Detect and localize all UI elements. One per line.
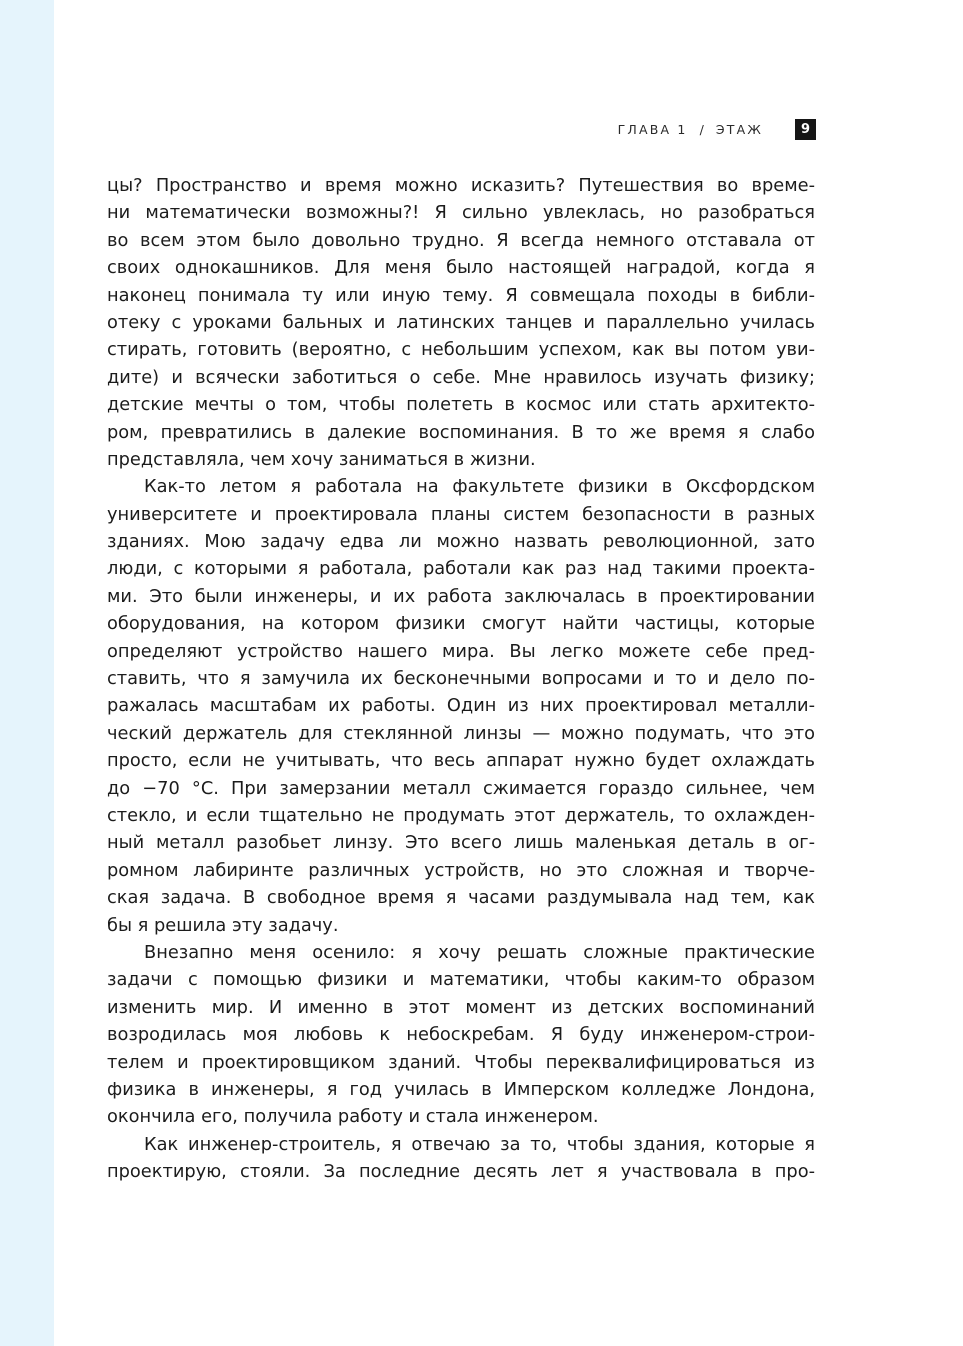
text-line: дите) и всячески заботиться о себе. Мне нравилось изучать физику; bbox=[107, 366, 815, 388]
text-line: ный металл разобьет линзу. Это всего лишь маленькая деталь в ог- bbox=[107, 832, 815, 854]
text-line: Как-то летом я работала на факультете физики в Оксфордском bbox=[144, 476, 815, 498]
page-number: 9 bbox=[795, 119, 816, 140]
text-line: ни математически возможны?! Я сильно увлеклась, но разобраться bbox=[107, 202, 815, 224]
text-line: окончила его, получила работу и стала инженером. bbox=[107, 1106, 599, 1128]
text-line: стирать, готовить (вероятно, с небольшим успехом, как вы потом уви- bbox=[107, 339, 815, 361]
text-line: наконец понимала ту или иную тему. Я совмещала походы в библи- bbox=[107, 284, 815, 306]
section-label: ЭТАЖ bbox=[715, 121, 763, 137]
running-header bbox=[540, 119, 816, 139]
text-line: Как инженер-строитель, я отвечаю за то, чтобы здания, которые я bbox=[144, 1133, 815, 1155]
chapter-label: ГЛАВА 1 bbox=[617, 121, 688, 137]
text-line: физика в инженеры, я год училась в Имперском колледже Лондона, bbox=[107, 1078, 815, 1100]
paragraph bbox=[107, 939, 815, 1131]
text-line: ром, превратились в далекие воспоминания. В то же время я слабо bbox=[107, 421, 815, 443]
text-line: зданиях. Мою задачу едва ли можно назвать революционной, зато bbox=[107, 531, 815, 553]
text-line: просто, если не учитывать, что весь аппарат нужно будет охлаждать bbox=[107, 750, 815, 772]
page-side-strip bbox=[0, 0, 54, 1346]
text-line: телем и проектировщиком зданий. Чтобы переквалифицироваться из bbox=[107, 1051, 815, 1073]
text-line: ромном лабиринте различных устройств, но это сложная и творче- bbox=[107, 859, 815, 881]
text-line: проектирую, стояли. За последние десять лет я участвовала в про- bbox=[107, 1161, 815, 1183]
text-line: стекло, и если тщательно не продумать этот держатель, то охлажден- bbox=[107, 804, 815, 826]
text-line: возродилась моя любовь к небоскребам. Я буду инженером-строи- bbox=[107, 1024, 815, 1046]
text-line: люди, с которыми я работала, работали как раз над такими проекта- bbox=[107, 558, 815, 580]
text-line: во всем этом было довольно трудно. Я всегда немного отставала от bbox=[107, 229, 815, 251]
text-line: представляла, чем хочу заниматься в жизни. bbox=[107, 448, 536, 470]
text-line: цы? Пространство и время можно исказить? Путешествия во време- bbox=[107, 175, 815, 196]
text-line: университете и проектировала планы систем безопасности в разных bbox=[107, 503, 815, 525]
text-line: ставить, что я замучила их бесконечными вопросами и то и дело по- bbox=[107, 668, 815, 690]
text-line: изменить мир. И именно в этот момент из детских воспоминаний bbox=[107, 996, 815, 1018]
text-line: ческий держатель для стеклянной линзы — можно подумать, что это bbox=[107, 722, 815, 744]
text-line: до −70 °С. При замерзании металл сжимается гораздо сильнее, чем bbox=[107, 777, 815, 799]
text-line: определяют устройство нашего мира. Вы легко можете себе пред- bbox=[107, 640, 815, 662]
text-line: бы я решила эту задачу. bbox=[107, 914, 339, 936]
text-line: отеку с уроками бальных и латинских танцев и параллельно училась bbox=[107, 311, 815, 333]
text-line: детские мечты о том, чтобы полететь в космос или стать архитекто- bbox=[107, 394, 815, 416]
text-line: ми. Это были инженеры, и их работа заключалась в проектировании bbox=[107, 585, 815, 607]
text-line: ражалась масштабам их работы. Один из них проектировал металли- bbox=[107, 695, 815, 717]
text-line: ская задача. В свободное время я часами раздумывала над тем, как bbox=[107, 887, 815, 909]
paragraph bbox=[107, 473, 815, 939]
header-separator: / bbox=[699, 121, 704, 137]
body-text bbox=[107, 172, 815, 1185]
text-line: Внезапно меня осенило: я хочу решать сложные практические bbox=[144, 941, 815, 963]
paragraph bbox=[107, 1131, 815, 1186]
text-line: своих однокашников. Для меня было настоящей наградой, когда я bbox=[107, 257, 815, 279]
paragraph bbox=[107, 172, 815, 473]
text-line: оборудования, на котором физики смогут найти частицы, которые bbox=[107, 613, 815, 635]
text-line: задачи с помощью физики и математики, чтобы каким-то образом bbox=[107, 969, 815, 991]
